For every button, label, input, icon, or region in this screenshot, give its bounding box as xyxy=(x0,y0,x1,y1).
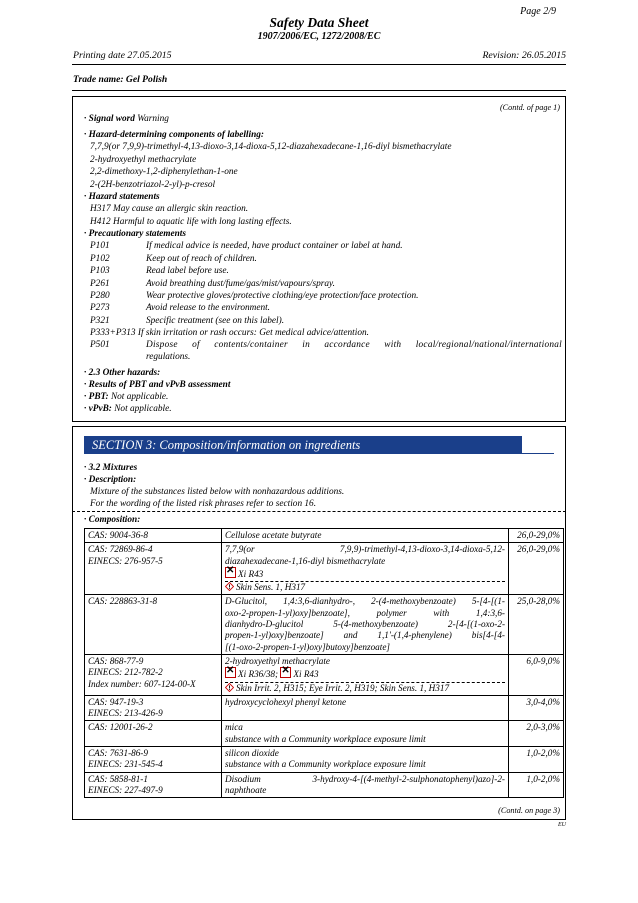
p-text: Specific treatment (see on this label). xyxy=(146,316,285,326)
substance-line: mica xyxy=(225,722,243,733)
hazard-statement: H412 Harmful to aquatic life with long lasting effects. xyxy=(90,217,292,227)
identifier-line: CAS: 5858-81-1 xyxy=(88,773,148,784)
clp-classification xyxy=(225,682,505,694)
identifier-line: CAS: 7631-86-9 xyxy=(88,748,148,759)
hazard-component: 7,7,9(or 7,9,9)-trimethyl-4,13-dioxo-3,14-dioxa-5,12-diazahexadecane-1,16-diyl bismethacrylate xyxy=(90,142,452,152)
concentration-cell: 2,0-3,0% xyxy=(509,721,564,747)
document-title: Safety Data Sheet xyxy=(269,15,369,30)
dsd-text: Xi R43 xyxy=(238,568,264,579)
signal-word-value: Warning xyxy=(137,114,169,124)
section3-header: SECTION 3: Composition/information on ingredients xyxy=(84,436,522,454)
p-text: Keep out of reach of children. xyxy=(146,254,257,264)
mixtures-label: · 3.2 Mixtures xyxy=(84,463,138,473)
substance-line: substance with a Community workplace exposure limit xyxy=(225,733,426,744)
clp-text: Skin Irrit. 2, H315; Eye Irrit. 2, H319; Skin Sens. 1, H317 xyxy=(236,682,450,693)
hazard-component: 2-hydroxyethyl methacrylate xyxy=(90,155,197,165)
identifier-cell xyxy=(85,595,222,654)
document-subtitle: 1907/2006/EC, 1272/2008/EC xyxy=(257,31,381,42)
clp-classification xyxy=(225,581,505,593)
pbt-results: · Results of PBT and vPvB assessment xyxy=(84,380,231,390)
identifier-line: Index number: 607-124-00-X xyxy=(88,678,196,689)
signal-word-label: · Signal word xyxy=(84,114,135,124)
section3-header-rule xyxy=(84,453,554,454)
composition-divider xyxy=(72,511,566,512)
substance-cell xyxy=(222,721,509,747)
exclamation-mark-icon xyxy=(225,582,234,591)
identifier-line: CAS: 228863-31-8 xyxy=(88,596,158,607)
p-text: Avoid breathing dust/fume/gas/mist/vapours/spray. xyxy=(146,279,335,289)
substance-line: D-Glucitol, 1,4:3,6-dianhydro-, 2-(4-methoxybenzoate) 5-[4-[(1- xyxy=(225,596,505,607)
p-code: P102 xyxy=(90,254,110,264)
table-row xyxy=(85,543,564,595)
substance-line: 2-hydroxyethyl methacrylate xyxy=(225,655,331,666)
exclamation-mark-icon xyxy=(225,683,234,692)
table-row xyxy=(85,747,564,773)
description-text: For the wording of the listed risk phrases refer to section 16. xyxy=(90,499,317,509)
dsd-classification xyxy=(225,667,505,680)
pbt-value: Not applicable. xyxy=(110,392,169,402)
trade-name: Trade name: Gel Polish xyxy=(73,74,168,85)
trade-name-divider xyxy=(72,90,566,91)
description-label: · Description: xyxy=(84,475,137,485)
hazard-component: 2,2-dimethoxy-1,2-diphenylethan-1-one xyxy=(90,167,238,177)
identifier-line: EINECS: 276-957-5 xyxy=(88,555,163,566)
table-row xyxy=(85,595,564,654)
identifier-line: CAS: 868-77-9 xyxy=(88,655,144,666)
concentration-cell: 1,0-2,0% xyxy=(509,772,564,798)
p-code: P261 xyxy=(90,279,110,289)
table-row xyxy=(85,654,564,695)
substance-cell xyxy=(222,747,509,773)
p-code: P273 xyxy=(90,303,110,313)
p-code: P103 xyxy=(90,266,110,276)
footer-code: EU xyxy=(558,822,566,828)
identifier-cell xyxy=(85,654,222,695)
substance-cell xyxy=(222,529,509,543)
hazard-component: 2-(2H-benzotriazol-2-yl)-p-cresol xyxy=(90,180,216,190)
precautionary-label: · Precautionary statements xyxy=(84,229,187,239)
dsd-text: Xi R43 xyxy=(293,669,319,680)
identifier-line: CAS: 12001-26-2 xyxy=(88,722,153,733)
header-divider xyxy=(72,64,566,65)
p-text: If medical advice is needed, have product container or label at hand. xyxy=(146,241,403,251)
p-code: P280 xyxy=(90,291,110,301)
printing-date: Printing date 27.05.2015 xyxy=(73,50,172,61)
clp-text: Skin Sens. 1, H317 xyxy=(236,582,306,593)
pbt xyxy=(84,392,168,402)
identifier-line: CAS: 947-19-3 xyxy=(88,696,144,707)
p-code: P321 xyxy=(90,316,110,326)
p501-text: regulations. xyxy=(146,352,191,362)
p-text: Read label before use. xyxy=(146,266,229,276)
substance-line: propen-1-yl)oxy]benzoate] and 1,1'-(1,4-phenylene) bis[4-[4- xyxy=(225,630,505,641)
substance-line: Cellulose acetate butyrate xyxy=(225,530,322,540)
vpvb-label: · vPvB: xyxy=(84,404,112,414)
identifier-cell xyxy=(85,772,222,798)
concentration-cell: 1,0-2,0% xyxy=(509,747,564,773)
irritant-x-icon xyxy=(280,667,291,678)
concentration-cell: 3,0-4,0% xyxy=(509,695,564,721)
substance-line: 7,7,9(or 7,9,9)-trimethyl-4,13-dioxo-3,14-dioxa-5,12- xyxy=(225,544,505,555)
table-row xyxy=(85,695,564,721)
concentration-cell: 25,0-28,0% xyxy=(509,595,564,654)
hazard-statements-label: · Hazard statements xyxy=(84,192,160,202)
identifier-cell xyxy=(85,529,222,543)
composition-label: · Composition: xyxy=(84,515,141,525)
p-code: P501 xyxy=(90,340,110,350)
signal-word xyxy=(84,114,169,124)
p333-statement: P333+P313 If skin irritation or rash occurs: Get medical advice/attention. xyxy=(90,328,369,338)
substance-cell xyxy=(222,695,509,721)
hazard-statement: H317 May cause an allergic skin reaction. xyxy=(90,204,249,214)
other-hazards: · 2.3 Other hazards: xyxy=(84,368,161,378)
identifier-line: EINECS: 227-497-9 xyxy=(88,784,163,795)
substance-line: diazahexadecane-1,16-diyl bismethacrylate xyxy=(225,555,386,566)
substance-cell xyxy=(222,772,509,798)
identifier-line: EINECS: 213-426-9 xyxy=(88,708,163,719)
p-text: Avoid release to the environment. xyxy=(146,303,271,313)
description-text: Mixture of the substances listed below with nonhazardous additions. xyxy=(90,487,345,497)
substance-line: silicon dioxide xyxy=(225,748,279,759)
revision-date: Revision: 26.05.2015 xyxy=(482,50,566,61)
vpvb xyxy=(84,404,172,414)
vpvb-value: Not applicable. xyxy=(114,404,172,414)
composition-table xyxy=(84,528,564,798)
p501-text: Dispose of contents/container in accordance with local/regional/national/international xyxy=(146,340,562,350)
substance-line: [(1-oxo-2-propen-1-yl)oxy]butoxy]benzoate] xyxy=(225,641,390,652)
concentration-cell: 6,0-9,0% xyxy=(509,654,564,695)
identifier-cell xyxy=(85,747,222,773)
identifier-cell xyxy=(85,695,222,721)
identifier-line: CAS: 9004-36-8 xyxy=(88,530,148,540)
substance-cell xyxy=(222,654,509,695)
dsd-classification xyxy=(225,567,505,580)
substance-cell xyxy=(222,595,509,654)
dsd-text: Xi R36/38; xyxy=(238,669,279,680)
page-number: Page 2/9 xyxy=(520,6,556,17)
identifier-cell xyxy=(85,721,222,747)
concentration-cell: 26,0-29,0% xyxy=(509,543,564,595)
substance-cell xyxy=(222,543,509,595)
substance-line: oxo-2-propen-1-yl)oxy]benzoate], polymer with 1,4:3,6- xyxy=(225,607,505,618)
hazard-components-label: · Hazard-determining components of labelling: xyxy=(84,130,265,140)
p-text: Wear protective gloves/protective clothing/eye protection/face protection. xyxy=(146,291,419,301)
identifier-line: CAS: 72869-86-4 xyxy=(88,544,153,555)
substance-line: naphthoate xyxy=(225,784,267,795)
concentration-cell: 26,0-29,0% xyxy=(509,529,564,543)
substance-line: dianhydro-D-glucitol 5-(4-methoxybenzoate) 2-[4-[(1-oxo-2- xyxy=(225,619,505,630)
identifier-line: EINECS: 231-545-4 xyxy=(88,759,163,770)
irritant-x-icon xyxy=(225,667,236,678)
substance-line: Disodium 3-hydroxy-4-[(4-methyl-2-sulphonatophenyl)azo]-2- xyxy=(225,773,505,784)
table-row xyxy=(85,721,564,747)
irritant-x-icon xyxy=(225,567,236,578)
contd-on-page: (Contd. on page 3) xyxy=(498,806,560,815)
substance-line: hydroxycyclohexyl phenyl ketone xyxy=(225,696,347,707)
substance-line: substance with a Community workplace exposure limit xyxy=(225,759,426,770)
table-row xyxy=(85,772,564,798)
identifier-cell xyxy=(85,543,222,595)
contd-from-page: (Contd. of page 1) xyxy=(499,103,560,112)
pbt-label: · PBT: xyxy=(84,392,109,402)
p-code: P101 xyxy=(90,241,110,251)
table-row xyxy=(85,529,564,543)
identifier-line: EINECS: 212-782-2 xyxy=(88,667,163,678)
